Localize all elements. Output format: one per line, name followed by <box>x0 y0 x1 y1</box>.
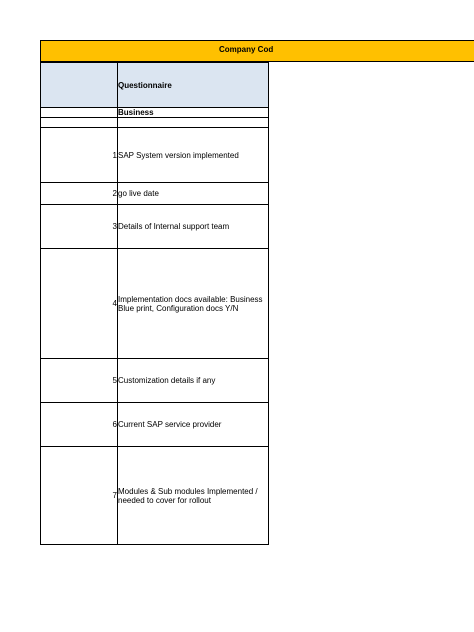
row-number: 3 <box>41 205 118 249</box>
section-row <box>41 108 269 118</box>
table-row <box>41 359 269 403</box>
spacer-row <box>41 118 269 128</box>
table-row <box>41 447 269 545</box>
row-number: 4 <box>41 249 118 359</box>
table-row <box>41 249 269 359</box>
header-row <box>41 63 269 108</box>
row-question: Customization details if any <box>118 359 269 403</box>
row-number: 1 <box>41 128 118 183</box>
table-row <box>41 205 269 249</box>
row-number: 7 <box>41 447 118 545</box>
table-row <box>41 128 269 183</box>
section-num-cell <box>41 108 118 118</box>
spacer-cell <box>118 118 269 128</box>
row-question: go live date <box>118 183 269 205</box>
row-number: 2 <box>41 183 118 205</box>
row-question: Current SAP service provider <box>118 403 269 447</box>
section-label: Business <box>118 108 269 118</box>
spacer-cell <box>41 118 118 128</box>
banner-title: Company Cod <box>219 45 274 54</box>
questionnaire-table <box>40 62 269 545</box>
row-number: 5 <box>41 359 118 403</box>
company-code-banner <box>40 40 474 62</box>
row-question: Implementation docs available: Business Blue print, Configuration docs Y/N <box>118 249 269 359</box>
row-question: SAP System version implemented <box>118 128 269 183</box>
header-num-cell <box>41 63 118 108</box>
table-row <box>41 183 269 205</box>
table-row <box>41 403 269 447</box>
row-question: Modules & Sub modules Implemented / needed to cover for rollout <box>118 447 269 545</box>
row-question: Details of Internal support team <box>118 205 269 249</box>
row-number: 6 <box>41 403 118 447</box>
questionnaire-header: Questionnaire <box>118 63 269 108</box>
